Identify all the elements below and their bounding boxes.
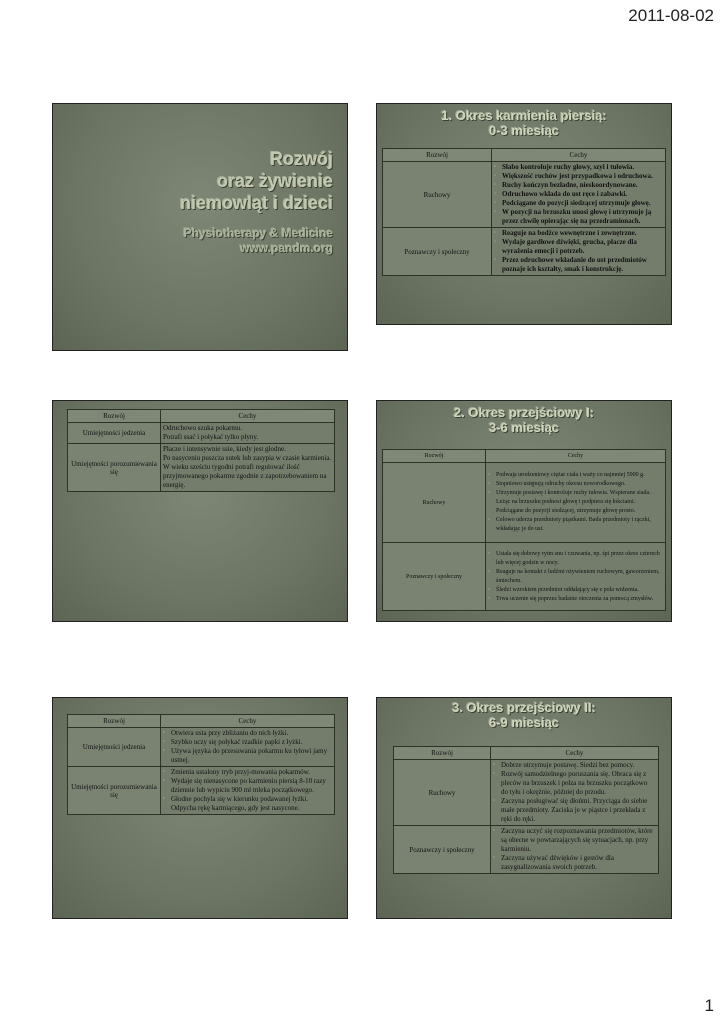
list-item: ▫ W pozycji na brzuszku unosi głowę i utrzymuje ją przez chwilę opierając się na przedramionach. [494, 208, 663, 226]
bullet-list [488, 550, 663, 604]
list-item: ▫ Reaguje na bodźce wewnętrzne i zewnętrzne. [494, 229, 663, 238]
list-item: ▫ Stopniowo ustępują odruchy okresu noworodkowego. [488, 480, 663, 489]
title-line: 1. Okres karmienia piersią: [441, 108, 607, 123]
list-item: ▫ Szybko uczy się połykać rzadkie papki z łyżki. [163, 738, 332, 747]
slide-1 [52, 103, 348, 351]
subtitle-line: www.pandm.org [240, 241, 333, 255]
column-header: Rozwój [68, 410, 161, 423]
row-label: Poznawczy i społeczny [394, 826, 491, 874]
row-label: Poznawczy i społeczny [383, 543, 486, 611]
table-row [68, 728, 335, 767]
table-row [68, 767, 335, 815]
slide-title [377, 108, 671, 138]
column-header: Rozwój [68, 715, 161, 728]
title-line: 6-9 miesiąc [488, 715, 560, 730]
text-line: W wieku sześciu tygodni potrafi regulować ilość przyjmowanego pokarmu zgodnie z zapotrzebowaniem na energię. [163, 463, 327, 489]
slide-subtitle [184, 226, 333, 256]
features-table [67, 714, 335, 815]
list-item: ▫ Wydaje się nienasycone po karmieniu piersią 8-10 razy dziennie lub wypiciu 900 ml mleka początkowego. [163, 777, 332, 795]
table-row [394, 760, 659, 826]
slide-2 [376, 103, 672, 325]
page-number: 1 [704, 996, 714, 1015]
table-row [383, 162, 666, 228]
list-item: ▫ Utrzymuje postawę i kontroluje ruchy tułowia. Wspierane siada. Leżąc na brzuszku podnosi głowę i podpiera się łokciami. Podciągane do pozycji siedzącej, utrzymuje głowę prosto. [488, 489, 663, 516]
list-item: ▫ Używa języka do przesuwania pokarmu ku tyłowi jamy ustnej. [163, 747, 332, 765]
slide-4 [376, 400, 672, 622]
list-item: ▫ Głodne pochyla się w kierunku podawanej łyżki. Odpycha rękę karmiącego, gdy jest nasycone. [163, 795, 332, 813]
slide-title [377, 405, 671, 435]
text-line: Odruchowo szuka pokarmu. [163, 424, 243, 432]
slide-6 [376, 697, 672, 919]
column-header: Cechy [161, 410, 335, 423]
row-label: Umiejętności porozumiewania się [68, 767, 161, 815]
features-table [382, 148, 666, 276]
list-item: ▫ Dobrze utrzymuje postawę. Siedzi bez pomocy. [493, 761, 656, 770]
list-item: ▫ Zaczyna używać dźwięków i gestów dla zasygnalizowania swoich potrzeb. [493, 854, 656, 872]
list-item: ▫ Przez odruchowe wkładanie do ust przedmiotów poznaje ich kształty, smak i konstrukcję. [494, 256, 663, 274]
list-item: ▫ Podciągane do pozycji siedzącej utrzymuje głowę. [494, 199, 663, 208]
list-item: ▫ Zaczyna uczyć się rozpoznawania przedmiotów, które są obecne w powtarzających się sytuacjach, np. przy karmieniu. [493, 827, 656, 854]
title-line: 2. Okres przejściowy I: [453, 405, 595, 420]
table-row [383, 228, 666, 276]
bullet-list [493, 827, 656, 872]
list-item: ▫ Podwaja urodzeniowy ciężar ciała i waży co najmniej 5900 g. [488, 471, 663, 480]
row-label: Umiejętności jedzenia [68, 423, 161, 444]
slide-5 [52, 697, 348, 919]
column-header: Rozwój [383, 450, 486, 463]
subtitle-line: Physiotherapy & Medicine [183, 226, 333, 240]
row-label: Ruchowy [383, 162, 492, 228]
slide-3 [52, 400, 348, 622]
features-table [67, 409, 335, 492]
list-item: ▫ Śledzi wzrokiem przedmiot oddalający się z pola widzenia. [488, 586, 663, 595]
bullet-list [494, 163, 663, 226]
bullet-list [163, 768, 332, 813]
row-label: Ruchowy [383, 463, 486, 543]
title-line: Rozwój [270, 149, 333, 169]
list-item: ▫ Większość ruchów jest przypadkowa i odruchowa. [494, 172, 663, 181]
column-header: Cechy [486, 450, 666, 463]
bullet-list [493, 761, 656, 824]
title-line: niemowląt i dzieci [179, 193, 333, 213]
list-item: ▫ Ustala się dobowy rytm snu i czuwania, np. śpi przez okres czterech lub więcej godzin w nocy. [488, 550, 663, 568]
list-item: ▫ Słabo kontroluje ruchy głowy, szyi i tułowia. [494, 163, 663, 172]
table-row [383, 463, 666, 543]
table-row [383, 543, 666, 611]
column-header: Rozwój [383, 149, 492, 162]
title-line: 0-3 miesiąc [488, 123, 560, 138]
list-item: ▫ Celowo uderza przedmioty piąstkami. Bada przedmioty i rączki, wkładając je do ust. [488, 516, 663, 534]
slide-title [180, 148, 333, 214]
row-label: Poznawczy i społeczny [383, 228, 492, 276]
row-label: Ruchowy [394, 760, 491, 826]
list-item: ▫ Rozwój samodzielnego poruszania się. Obraca się z pleców na brzuszek i pełza na brzuszku początkowo do tyłu i okrężnie, później do przodu. [493, 770, 656, 797]
row-label: Umiejętności jedzenia [68, 728, 161, 767]
title-line: 3-6 miesiąc [488, 420, 560, 435]
list-item: ▫ Reaguje na kontakt z ludźmi ożywieniem ruchowym, gaworzeniem, śmiechem. [488, 568, 663, 586]
column-header: Cechy [492, 149, 666, 162]
title-line: oraz żywienie [216, 171, 333, 191]
list-item: ▫ Odruchowo wkłada do ust ręce i zabawki. [494, 190, 663, 199]
text-line: Płacze i intensywnie ssie, kiedy jest głodne. [163, 445, 286, 453]
column-header: Cechy [161, 715, 335, 728]
table-row [68, 423, 335, 444]
bullet-list [163, 729, 332, 765]
features-table [393, 746, 659, 874]
list-item: ▫ Wydaje gardłowe dźwięki, grucha, płacze dla wyrażenia emocji i potrzeb. [494, 238, 663, 256]
title-line: 3. Okres przejściowy II: [452, 700, 596, 715]
column-header: Rozwój [394, 747, 491, 760]
list-item: ▫ Ruchy kończyn bezładne, nieskoordynowane. [494, 181, 663, 190]
list-item: ▫ Zaczyna posługiwać się dłońmi. Przyciąga do siebie małe przedmioty. Zaciska je w piąstce i przekłada z ręki do ręki. [493, 797, 656, 824]
print-date: 2011-08-02 [628, 6, 714, 25]
row-label: Umiejętności porozumiewania się [68, 444, 161, 492]
table-row [68, 444, 335, 492]
column-header: Cechy [491, 747, 659, 760]
slide-title [377, 700, 671, 730]
bullet-list [488, 471, 663, 534]
text-line: Po nasyceniu puszcza sutek lub zasypia w czasie karmienia. [163, 454, 332, 462]
features-table [382, 449, 666, 611]
list-item: ▫ Zmienia ustalony tryb przyj-mowania pokarmów. [163, 768, 332, 777]
text-line: Potrafi ssać i połykać tylko płyny. [163, 433, 259, 441]
table-row [394, 826, 659, 874]
bullet-list [494, 229, 663, 274]
list-item: ▫ Otwiera usta przy zbliżaniu do nich łyżki. [163, 729, 332, 738]
list-item: ▫ Trwa uczenie się poprzez badanie otoczenia za pomocą zmysłów. [488, 595, 663, 604]
